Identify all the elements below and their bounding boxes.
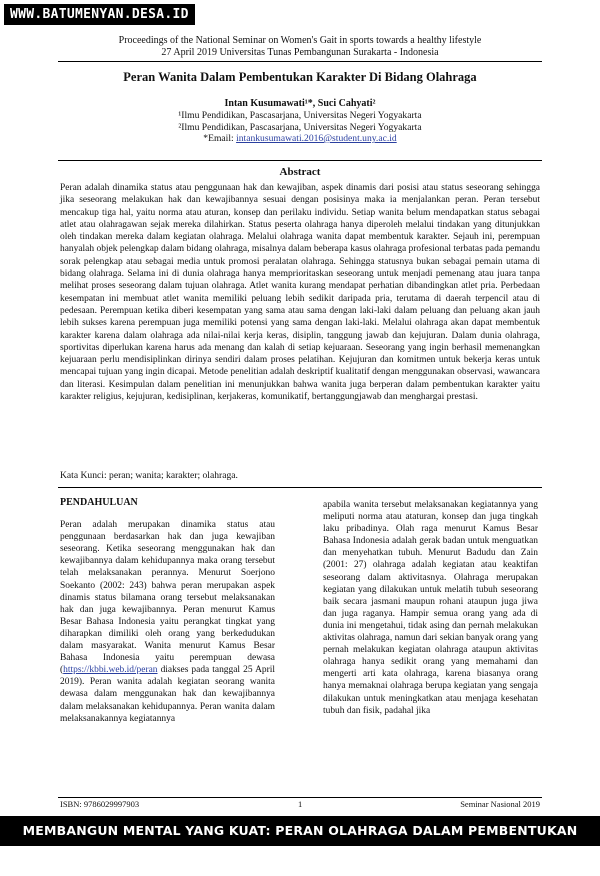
email-line	[0, 133, 600, 145]
intro-left-part-b: diakses pada tanggal 25 April 2019). Peran wanita adalah kegiatan seorang wanita dewasa dalam menggunakan hak dan kewajibannya dalam melaksanakan kehidupannya. Peran wanita dalam melaksanakannya kegiatannya	[60, 665, 275, 724]
section-heading: PENDAHULUAN	[60, 497, 138, 508]
affiliation-1: ¹Ilmu Pendidikan, Pascasarjana, Universitas Negeri Yogyakarta	[178, 110, 422, 121]
watermark-label: WWW.BATUMENYAN.DESA.ID	[4, 4, 195, 25]
keywords: Kata Kunci: peran; wanita; karakter; olahraga.	[60, 470, 238, 481]
proceedings-line-1: Proceedings of the National Seminar on Women's Gait in sports towards a healthy lifestyle	[118, 35, 482, 46]
header-rule	[58, 61, 542, 62]
kbbi-link[interactable]: https://kbbi.web.id/peran	[63, 665, 158, 676]
footer-seminar: Seminar Nasional 2019	[460, 799, 540, 809]
footer-page-number: 1	[298, 799, 303, 809]
abstract-bottom-rule	[58, 487, 542, 488]
paper-title: Peran Wanita Dalam Pembentukan Karakter Di Bidang Olahraga	[123, 70, 477, 84]
affiliation-2: ²Ilmu Pendidikan, Pascasarjana, Universitas Negeri Yogyakarta	[178, 121, 422, 133]
intro-left-part-a: Peran adalah merupakan dinamika status atau penggunaan berdasarkan hak dan juga kewajiban seseorang. Ketika seseorang menggunakan hak dan kewajibannya dalam kehidupannya maka orang tersebut telah melaksanakan perannya. Menurut Soerjono Soekanto (2002: 243) bahwa peran merupakan aspek dinamis status bilamana orang tersebut melaksanakan hak dan juga kewajibannya. Peran menurut Kamus Besar Bahasa Indonesia yaitu perangkat tingkat yang diharapkan dimiliki oleh orang yang berkedudukan dalam masyarakat. Wanita menurut Kamus Besar Bahasa Indonesia yaitu perempuan dewasa (	[60, 520, 275, 676]
footer-isbn: ISBN: 9786029997903	[60, 799, 140, 809]
abstract-top-rule	[58, 160, 542, 161]
proceedings-line-2: 27 April 2019 Universitas Tunas Pembangunan Surakarta - Indonesia	[161, 47, 439, 58]
caption-banner: MEMBANGUN MENTAL YANG KUAT: PERAN OLAHRAGA DALAM PEMBENTUKAN KARAKTER	[0, 816, 600, 846]
intro-left-column	[60, 497, 275, 725]
intro-left-text	[60, 519, 275, 725]
email-link[interactable]: intankusumawati.2016@student.uny.ac.id	[236, 133, 397, 144]
proceedings-header	[0, 35, 600, 59]
intro-right-column	[323, 499, 538, 717]
abstract-heading: Abstract	[279, 166, 321, 178]
intro-right-text: apabila wanita tersebut melaksanakan kegiatannya yang meliputi norma atau ataturan, konsep dan juga tingkah laku pribadinya. Olah raga menurut Kamus Besar Bahasa Indonesia adalah gerak badan untuk menguatkan dan menyehatkan tubuh. Menurut Badudu dan Zain (2001: 27) olahraga adalah kegiatan atau keaktifan seseorang dalam aktivitasnya. Olahraga merupakan kegiatan yang dilakukan untuk melatih tubuh seseorang baik secara jasmani maupun rohani ataupun juga jiwa dan juga raganya. Hampir semua orang yang ada di dunia ini mengetahui, tidak asing dan pernah melakukan aktivitas olahraga, namun dari sekian banyak orang yang pernah melakukan kegiatan olahraga ataupun aktivitas olahraga hanya sedikit orang yang memahami dan mengerti arti kata olahraga, karena biasanya orang hanya memaknai olahraga berupa kegiatan yang sengaja dilakukan untuk meningkatkan atau menjaga kesehatan tubuh dan fisik, padahal jika	[323, 500, 538, 716]
email-label: *Email:	[203, 133, 237, 144]
abstract-text: Peran adalah dinamika status atau penggunaan hak dan kewajiban, aspek dinamis dari posisi atau status seseorang sehingga jika seseorang melakukan hak dan kewajibannya sesuai dengan posisinya maka ia menjalankan peran. Peran tersebut mencakup tiga hal, yaitu norma atau aturan, konsep dan perilaku individu. Setiap wanita belum mendapatkan status sebagai atlet atau olahragawan sejak mereka dilahirkan. Status peserta olahraga hanya diperoleh melalui tindakan yang ditunjukkan oleh tindakan mereka dalam kegiatan olahraga. Melalui olahraga wanita dapat membentuk karakter. Sejauh ini, perempuan hanyalah objek pelengkap dalam bidang olahraga, misalnya dalam beberapa kasus olahraga profesional terbatas pada pemandu sorak pelengkap atau sebagai media untuk promosi peralatan olahraga. Sehingga statusnya bukan sebagai pemain utama di bidang olahraga. Selama ini di dunia olahraga hanya memprioritaskan seseorang untuk menjadi pemenang atau juara tanpa melihat proses seseorang dalam tujuan olahraga. Atlet wanita kurang mendapat perhatian dibandingkan atlet pria. Perbedaan kesempatan ini membuat atlet wanita memiliki peluang lebih sedikit daripada pria, terutama di daerah terpencil atau di pedesaan. Perempuan ketika diberi kesempatan yang sama atau sama dengan laki-laki dalam peluang dan peluang akan jauh lebih sukses karena perempuan juga memiliki potensi yang sama dengan laki-laki. Melalui olahraga akan dapat membentuk karakter karena dalam olahraga ada nilai-nilai kerja keras, disiplin, tanggung jawab dan kejujuran. Dalam dunia olahraga, sportivitas diperlukan karena harus ada menang dan kalah di setiap kejuaraan. Seseorang yang ingin berhasil memenangkan kejuaraan perlu mendisiplinkan dirinya sendiri dalam proses pelatihan. Kejujuran dan komitmen untuk bekerja keras untuk mencapai tujuan yang ingin dicapai. Metode penelitian adalah deskriptif kualitatif dengan menggunakan observasi, wawancara dan literasi. Kesimpulan dalam penelitian ini menunjukkan bahwa wanita juga berperan dalam pembentukan karakter yaitu karakter religius, kejujuran, kedisiplinan, kerjakeras, komunikatif, bertanggungjawab dan menghargai prestasi.	[60, 183, 540, 403]
footer-rule	[58, 797, 542, 798]
paper-authors: Intan Kusumawati¹*, Suci Cahyati²	[224, 98, 376, 109]
affiliations	[0, 110, 600, 145]
